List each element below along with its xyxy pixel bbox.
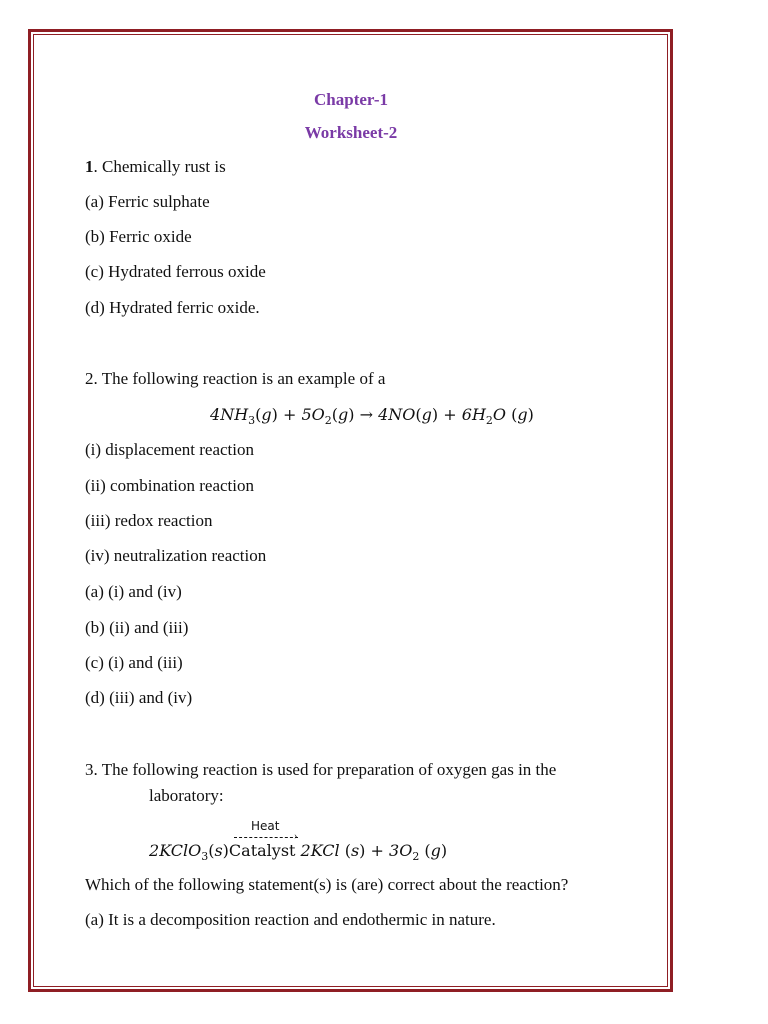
q3-option-a: (a) It is a decomposition reaction and endothermic in nature. [85,910,496,929]
q1-option-d: (d) Hydrated ferric oxide. [85,298,260,317]
arrow-label-heat: Heat [251,819,280,833]
question-1-number: 1 [85,157,94,176]
reaction-arrow [234,837,298,838]
question-2: 2. The following reaction is an example of a [85,369,386,388]
q2-statement-iii: (iii) redox reaction [85,511,213,530]
question-1-text: . Chemically rust is [93,157,226,176]
arrow-label-catalyst: Catalyst [228,841,296,860]
q3-equation: 2KClO$_3$(s)Catalyst 2KCl $(s) + 3O_2$ (g) [149,841,448,863]
question-3-line-2: laboratory: [149,786,224,805]
q2-statement-iv: (iv) neutralization reaction [85,546,267,565]
worksheet-title: Worksheet-2 [304,123,398,142]
arrow-head-icon: › [294,831,298,842]
q1-option-c: (c) Hydrated ferrous oxide [85,262,266,281]
q2-option-d: (d) (iii) and (iv) [85,688,193,707]
chapter-title: Chapter-1 [314,90,388,109]
q2-option-b: (b) (ii) and (iii) [85,618,189,637]
q2-statement-ii: (ii) combination reaction [85,476,254,495]
question-3-line-1: 3. The following reaction is used for preparation of oxygen gas in the [85,760,557,779]
q2-option-c: (c) (i) and (iii) [85,653,183,672]
q2-statement-i: (i) displacement reaction [85,440,254,459]
q2-equation: $4NH_3(g) + 5O_2(g) \to 4NO(g) + 6H_2O$ (g) [210,405,534,427]
q3-follow-up: Which of the following statement(s) is (are) correct about the reaction? [85,875,569,894]
question-1 [85,156,226,178]
q1-option-b: (b) Ferric oxide [85,227,192,246]
q1-option-a: (a) Ferric sulphate [85,192,210,211]
q2-option-a: (a) (i) and (iv) [85,582,182,601]
